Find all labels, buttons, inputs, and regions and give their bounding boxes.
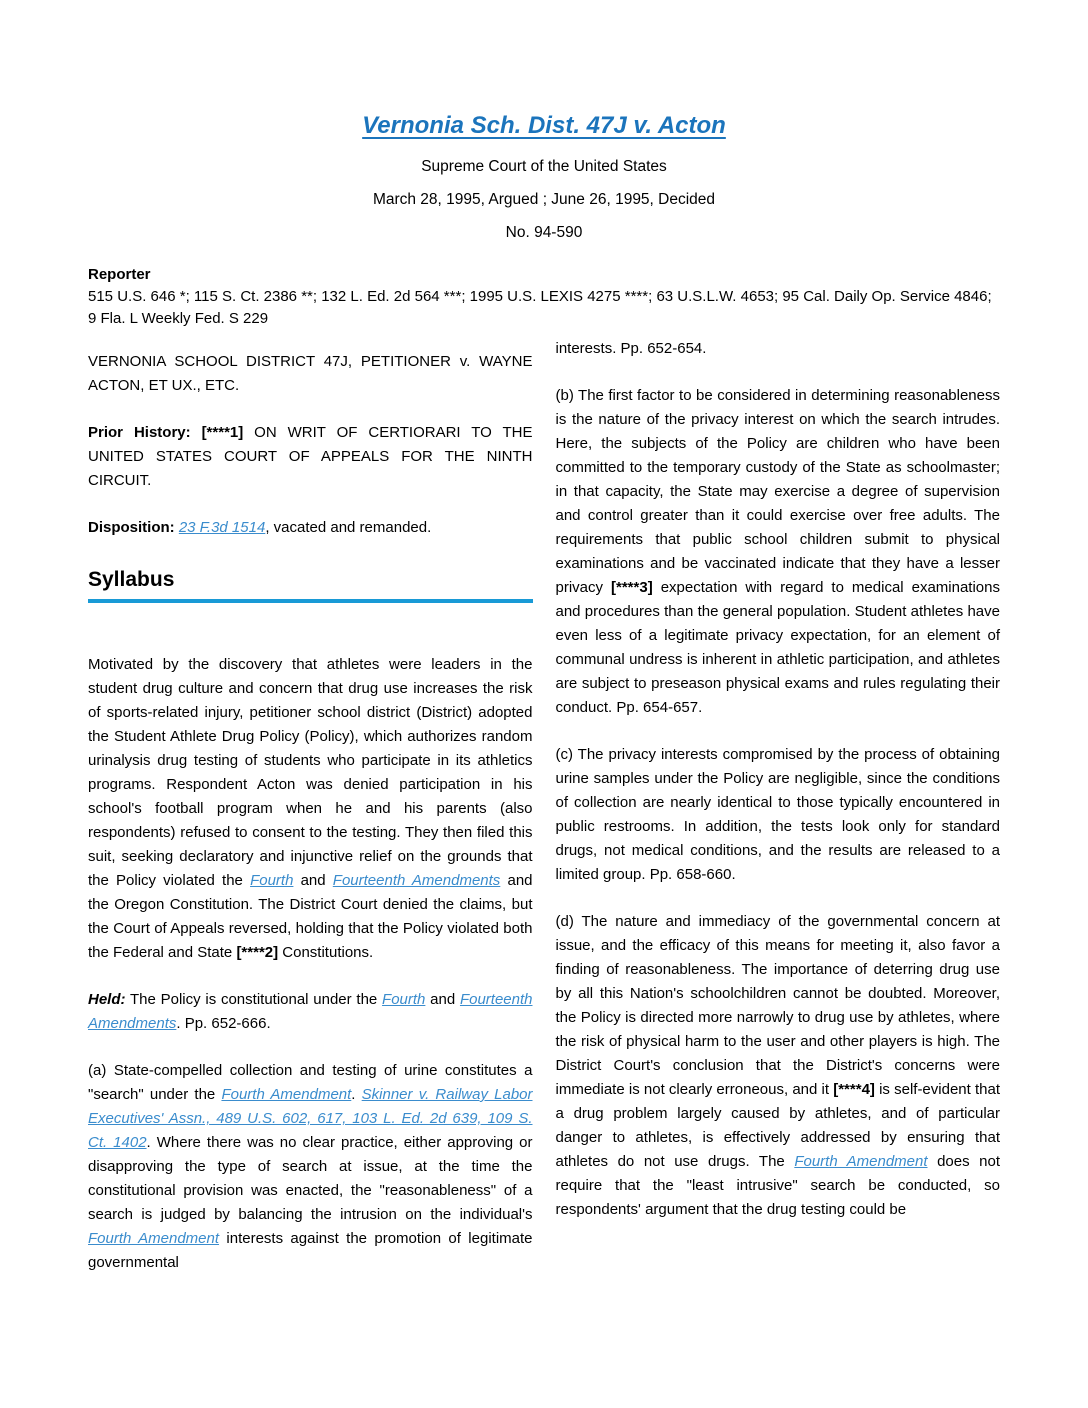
text-run: Held: bbox=[88, 991, 126, 1008]
text-run: VERNONIA SCHOOL DISTRICT 47J, PETITIONER v. WAYNE ACTON, ET UX., ETC. bbox=[88, 353, 533, 394]
text-run: The Policy is constitutional under the bbox=[125, 991, 383, 1008]
text-run: [****1] bbox=[201, 424, 244, 441]
text-run: and bbox=[293, 872, 333, 889]
citation-link[interactable]: Fourth Amendment bbox=[221, 1086, 352, 1103]
reporter-section bbox=[88, 264, 1000, 330]
text-run: interests. Pp. 652-654. bbox=[555, 340, 707, 357]
text-run: [****2] bbox=[236, 944, 279, 961]
citation-link[interactable]: Fourteenth Amendments bbox=[88, 991, 533, 1032]
reporter-label: Reporter bbox=[88, 266, 151, 283]
text-run: . bbox=[351, 1086, 362, 1103]
syllabus-heading: Syllabus bbox=[88, 568, 175, 591]
text-run: Constitutions. bbox=[278, 944, 374, 961]
citation-link[interactable]: Fourth bbox=[382, 991, 426, 1008]
syllabus-paragraph-intro bbox=[88, 653, 533, 965]
syllabus-paragraph-c bbox=[556, 743, 1001, 887]
text-run: (c) The privacy interests compromised by the process of obtaining urine samples under the Policy are negligible, since the conditions of collection are nearly identical to those typically encountered in public restrooms. In addition, the tests look only for standard drugs, not medical conditions, and the results are released to a limited group. Pp. 658-660. bbox=[555, 746, 1000, 883]
text-run: expectation with regard to medical examinations and procedures than the general population. Student athletes have even less of a legitimate privacy expectation, for an element of communal undress is inherent in athletic participation, and athletes are subject to preseason physical exams and rules regulating their conduct. Pp. 654-657. bbox=[555, 579, 1000, 716]
citation-link[interactable]: Fourteenth Amendments bbox=[332, 872, 501, 889]
citation-link[interactable]: Fourth bbox=[250, 872, 294, 889]
left-column bbox=[88, 337, 533, 1298]
syllabus-paragraph-a bbox=[88, 1059, 533, 1275]
text-run: Motivated by the discovery that athletes were leaders in the student drug culture and concern that drug use increases the risk of sports-related injury, petitioner school district (District) adopted the Student Athlete Drug Policy (Policy), which authorizes random urinalysis drug testing of students who participate in its athletics programs. Respondent Acton was denied participation in his school's football program when he and his parents (also respondents) refused to consent to the testing. They then filed this suit, seeking declaratory and injunctive relief on the grounds that the Policy violated the bbox=[88, 656, 533, 889]
syllabus-paragraph-a-continued bbox=[556, 337, 1001, 361]
disposition bbox=[88, 516, 533, 540]
syllabus-paragraph-b bbox=[556, 384, 1001, 720]
text-run: (d) The nature and immediacy of the governmental concern at issue, and the efficacy of this means for meeting it, also favor a finding of reasonableness. The importance of deterring drug use by all this Nation's schoolchildren cannot be doubted. Moreover, the Policy is directed more narrowly to drug use by athletes, where the risk of physical harm to the user and other players is high. The District Court's conclusion that the District's concerns were immediate is not clearly erroneous, and it bbox=[555, 913, 1000, 1098]
prior-history bbox=[88, 421, 533, 493]
syllabus-rule bbox=[88, 599, 533, 603]
text-run: is self-evident that a drug problem largely caused by athletes, and of particular danger to athletes, is effectively addressed by ensuring that athletes do not use drugs. The bbox=[555, 1081, 1001, 1170]
citation-link[interactable]: Fourth Amendment bbox=[88, 1230, 220, 1247]
text-run: ON WRIT OF CERTIORARI TO THE UNITED STATES COURT OF APPEALS FOR THE NINTH CIRCUIT. bbox=[88, 424, 533, 489]
text-run: and the Oregon Constitution. The District Court denied the claims, but the Court of Appeals reversed, holding that the Policy violated both the Federal and State bbox=[88, 872, 533, 961]
citation-link[interactable]: 23 F.3d 1514 bbox=[178, 519, 266, 536]
text-run: . Pp. 652-666. bbox=[176, 1015, 271, 1032]
text-run: . Where there was no clear practice, either approving or disapproving the type of search at issue, at the time the constitutional provision was enacted, the "reasonableness" of a search is judged by balancing the intrusion on the individual's bbox=[88, 1134, 533, 1223]
text-run: (a) State-compelled collection and testing of urine constitutes a "search" under the bbox=[88, 1062, 533, 1103]
citation-link[interactable]: Fourth Amendment bbox=[794, 1153, 928, 1170]
court-name: Supreme Court of the United States bbox=[421, 158, 667, 175]
case-title-link[interactable]: Vernonia Sch. Dist. 47J v. Acton bbox=[362, 112, 726, 139]
case-caption bbox=[88, 350, 533, 398]
argued-decided-dates: March 28, 1995, Argued ; June 26, 1995, Decided bbox=[372, 191, 716, 208]
text-run: [****3] bbox=[611, 579, 653, 596]
text-run: Disposition: bbox=[88, 519, 179, 536]
text-run: Prior History: bbox=[88, 424, 202, 441]
citation-link[interactable]: Skinner v. Railway Labor Executives' Assn., 489 U.S. 602, 617, 103 L. Ed. 2d 639, 109 S. Ct. 1402 bbox=[88, 1086, 533, 1151]
text-run: does not require that the "least intrusive" search be conducted, so respondents' argument that the drug testing could be bbox=[555, 1153, 1001, 1218]
right-column bbox=[556, 337, 1001, 1298]
syllabus-paragraph-d bbox=[556, 910, 1001, 1222]
docket-number: No. 94-590 bbox=[505, 224, 583, 241]
text-run: , vacated and remanded. bbox=[265, 519, 432, 536]
text-run: [****4] bbox=[833, 1081, 875, 1098]
text-run: and bbox=[425, 991, 460, 1008]
case-header bbox=[88, 112, 1000, 241]
reporter-citations: 515 U.S. 646 *; 115 S. Ct. 2386 **; 132 L. Ed. 2d 564 ***; 1995 U.S. LEXIS 4275 ****; 63 U.S.L.W. 4653; 95 Cal. Daily Op. Service 4846; 9 Fla. L Weekly Fed. S 229 bbox=[88, 288, 992, 327]
text-run: (b) The first factor to be considered in determining reasonableness is the nature of the privacy interest on which the search intrudes. Here, the subjects of the Policy are children who have been committed to the temporary custody of the State as schoolmaster; in that capacity, the State may exercise a degree of supervision and control greater than it could exercise over free adults. The requirements that public school children submit to physical examinations and be vaccinated indicate that they have a lesser privacy bbox=[555, 387, 1000, 596]
text-run: interests against the promotion of legitimate governmental bbox=[88, 1230, 533, 1271]
syllabus-paragraph-held bbox=[88, 988, 533, 1036]
two-column-body bbox=[88, 337, 1000, 1298]
